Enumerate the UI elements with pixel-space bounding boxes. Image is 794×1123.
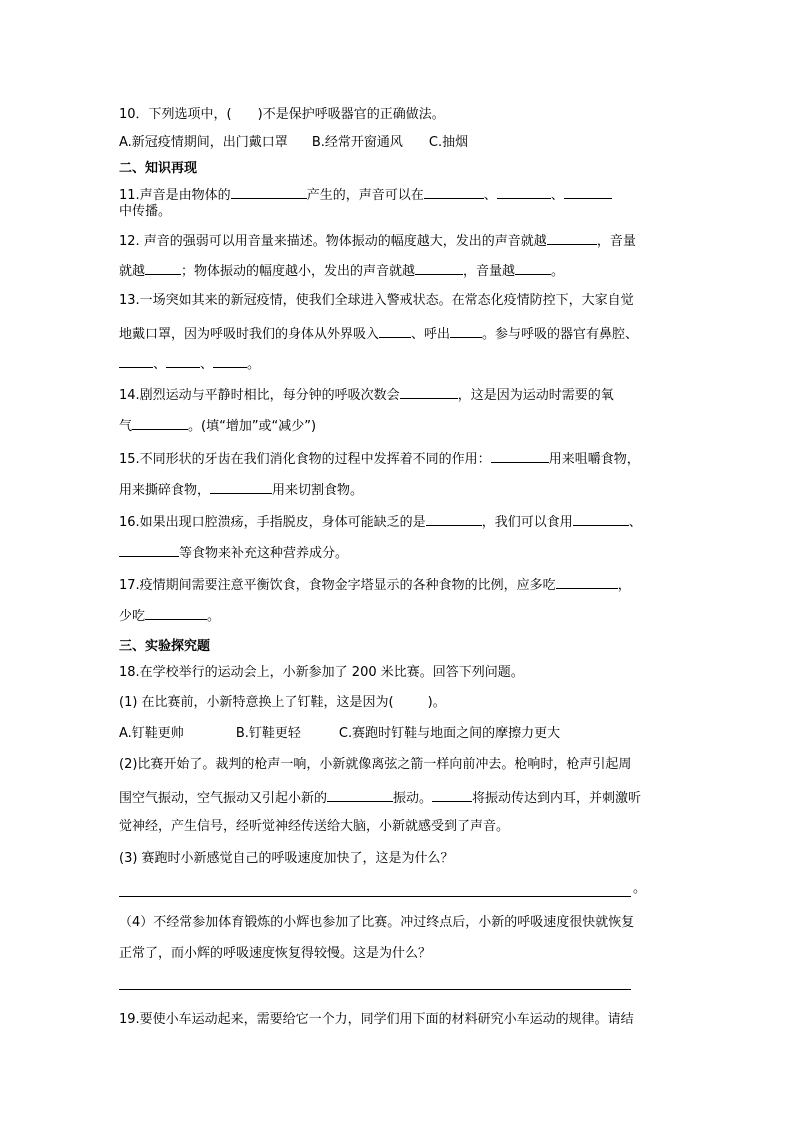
q18-p2-text-c: 将振动传达到内耳，并刺激听 — [472, 791, 642, 806]
q15-text-c: 用来撕碎食物， — [119, 483, 211, 498]
question-12 — [119, 231, 636, 250]
q18-p3-end-mark: 。 — [633, 881, 647, 896]
q12-text-f: 。 — [551, 264, 565, 279]
q12-line-2 — [119, 261, 564, 280]
q14-line-2 — [119, 416, 316, 435]
q14-text-d: 。(填“增加”或“减少”) — [188, 419, 317, 434]
q16-line-2 — [119, 543, 348, 562]
q18-p3-answer-line[interactable] — [119, 896, 631, 897]
q10-option-a: A.新冠疫情期间，出门戴口罩 — [119, 135, 288, 150]
q17-text-b: ， — [617, 578, 631, 593]
question-13: 13.一场突如其来的新冠疫情，使我们全球进入警戒状态。在常态化疫情防控下，大家自觉 — [119, 293, 634, 308]
q16-blank-1[interactable] — [426, 512, 482, 526]
q18-p2-text-a: 围空气振动，空气振动又引起小新的 — [119, 791, 328, 806]
q18-part-2-line-2 — [119, 788, 641, 807]
q10-options — [119, 135, 468, 151]
q15-text-d: 用来切割食物。 — [272, 483, 364, 498]
q18-part-2: (2)比赛开始了。裁判的枪声一响，小新就像离弦之箭一样向前冲去。枪响时，枪声引起周 — [119, 757, 632, 772]
question-18: 18.在学校举行的运动会上，小新参加了 200 米比赛。回答下列问题。 — [119, 665, 524, 680]
q13-blank-1[interactable] — [379, 324, 411, 338]
q10-stem-end: )不是保护呼吸器官的正确做法。 — [257, 107, 445, 122]
question-19: 19.要使小车运动起来，需要给它一个力，同学们用下面的材料研究小车运动的规律。请结 — [119, 1012, 634, 1027]
q18-part-3: (3) 赛跑时小新感觉自己的呼吸速度加快了，这是为什么？ — [119, 851, 454, 866]
q11-text-b: 产生的，声音可以在 — [306, 188, 424, 203]
q10-option-c: C.抽烟 — [428, 135, 469, 150]
q17-blank-2[interactable] — [145, 606, 207, 620]
q16-text-b: ，我们可以食用 — [481, 515, 573, 530]
q15-blank-1[interactable] — [491, 449, 549, 463]
q15-blank-2[interactable] — [210, 480, 272, 494]
q18-part-1 — [119, 695, 446, 711]
q12-blank-3[interactable] — [415, 261, 463, 275]
q16-blank-2[interactable] — [573, 512, 629, 526]
q11-text-d: 、 — [550, 188, 564, 203]
q14-blank-2[interactable] — [132, 416, 188, 430]
q13-blank-2[interactable] — [450, 324, 482, 338]
q13-text-a: 地戴口罩，因为呼吸时我们的身体从外界吸入 — [119, 327, 380, 342]
q15-text-b: 用来咀嚼食物， — [548, 452, 640, 467]
q18-p2-text-b: 振动。 — [393, 791, 433, 806]
question-16 — [119, 512, 642, 531]
q13-text-f: 。 — [247, 357, 261, 372]
q11-blank-4[interactable] — [564, 185, 612, 199]
q10-stem-start: 10．下列选项中，( — [119, 107, 232, 122]
question-15 — [119, 449, 640, 468]
q16-text-c: 、 — [628, 515, 642, 530]
q10-option-b: B.经常开窗通风 — [311, 135, 403, 150]
question-14 — [119, 385, 614, 404]
q12-blank-1[interactable] — [547, 231, 597, 245]
q17-line-2 — [119, 606, 220, 625]
q13-blank-5[interactable] — [213, 354, 247, 368]
q17-text-a: 17.疫情期间需要注意平衡饮食，食物金字塔显示的各种食物的比例，应多吃 — [119, 578, 556, 593]
section-2-heading: 二、知识再现 — [119, 161, 198, 176]
q11-blank-2[interactable] — [424, 185, 484, 199]
q12-text-d: ；物体振动的幅度越小，发出的声音就越 — [181, 264, 416, 279]
q18-part-4: （4）不经常参加体育锻炼的小辉也参加了比赛。冲过终点后，小新的呼吸速度很快就恢复 — [119, 915, 635, 930]
q16-text-d: 等食物来补充这种营养成分。 — [179, 546, 349, 561]
q18-p2-blank-2[interactable] — [432, 788, 472, 802]
q14-blank-1[interactable] — [400, 385, 458, 399]
question-17 — [119, 575, 631, 594]
q12-text-e: ，音量越 — [463, 264, 516, 279]
q12-blank-2[interactable] — [145, 261, 181, 275]
q14-text-a: 14.剧烈运动与平静时相比，每分钟的呼吸次数会 — [119, 388, 400, 403]
q11-line-2: 中传播。 — [119, 204, 172, 219]
question-10 — [119, 107, 445, 123]
q11-blank-3[interactable] — [497, 185, 551, 199]
q18-part-4-line-2: 正常了，而小辉的呼吸速度恢复得较慢。这是为什么？ — [119, 946, 432, 961]
q15-text-a: 15.不同形状的牙齿在我们消化食物的过程中发挥着不同的作用： — [119, 452, 491, 467]
q14-text-b: ，这是因为运动时需要的氧 — [457, 388, 614, 403]
q11-text-c: 、 — [483, 188, 497, 203]
q17-text-c: 少吃 — [119, 609, 146, 624]
q16-text-a: 16.如果出现口腔溃疡，手指脱皮，身体可能缺乏的是 — [119, 515, 426, 530]
q18-p4-answer-line[interactable] — [119, 989, 631, 990]
q11-blank-1[interactable] — [231, 185, 307, 199]
q17-blank-1[interactable] — [556, 575, 618, 589]
q13-text-d: 、 — [153, 357, 167, 372]
q18-p1-start: (1) 在比赛前，小新特意换上了钉鞋，这是因为( — [119, 695, 394, 710]
q12-blank-4[interactable] — [515, 261, 551, 275]
q13-line-2 — [119, 324, 638, 343]
q13-blank-3[interactable] — [119, 354, 153, 368]
q18-p1-end: )。 — [427, 695, 446, 710]
q15-line-2 — [119, 480, 363, 499]
q18-option-c: C.赛跑时钉鞋与地面之间的摩擦力更大 — [338, 726, 561, 741]
q13-text-c: 。参与呼吸的器官有鼻腔、 — [482, 327, 639, 342]
q13-blank-4[interactable] — [166, 354, 200, 368]
q17-text-d: 。 — [207, 609, 221, 624]
q14-text-c: 气 — [119, 419, 133, 434]
q13-text-e: 、 — [200, 357, 214, 372]
q13-line-3 — [119, 354, 260, 373]
q18-option-a: A.钉鞋更帅 — [119, 726, 184, 741]
q13-text-b: 、呼出 — [411, 327, 451, 342]
q11-text-a: 11.声音是由物体的 — [119, 188, 231, 203]
question-11 — [119, 185, 612, 204]
section-3-heading: 三、实验探究题 — [119, 639, 211, 654]
q18-part-2-line-3: 觉神经，产生信号，经听觉神经传送给大脑，小新就感受到了声音。 — [119, 819, 510, 834]
q18-option-b: B.钉鞋更轻 — [235, 726, 301, 741]
q18-part-1-options — [119, 726, 560, 742]
q12-text-c: 就越 — [119, 264, 146, 279]
q12-text-a: 12. 声音的强弱可以用音量来描述。物体振动的幅度越大，发出的声音就越 — [119, 234, 547, 249]
q18-p2-blank-1[interactable] — [327, 788, 393, 802]
q12-text-b: ，音量 — [596, 234, 636, 249]
q16-blank-3[interactable] — [119, 543, 179, 557]
